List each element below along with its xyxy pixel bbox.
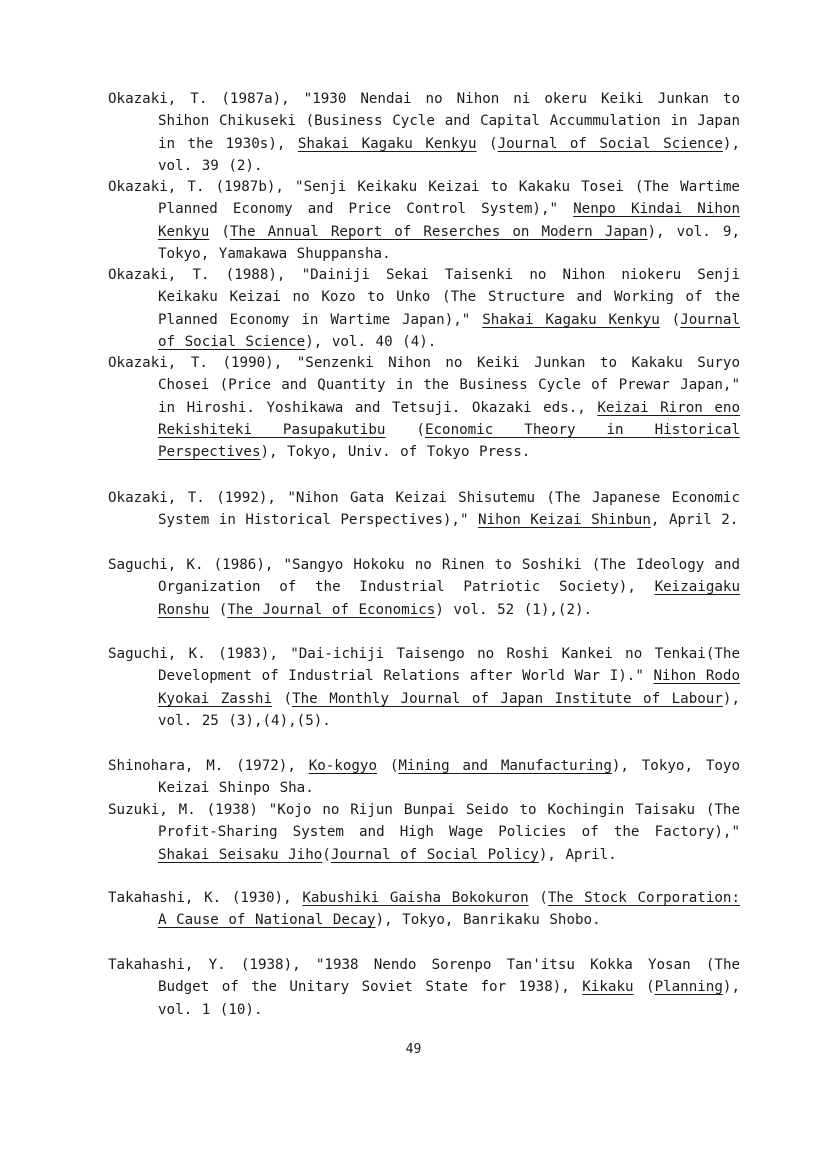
reference-text: ( bbox=[385, 421, 425, 438]
reference-text: "1930 Nendai no Nihon ni okeru Keiki Junkan to Shihon Chikuseki (Business Cycle and Capital Accummulation in Japan in the 1930s), bbox=[158, 91, 740, 152]
reference-year: (1992), bbox=[216, 490, 276, 506]
reference-text: "Dainiji Sekai Taisenki no Nihon niokeru Senji Keikaku Keizai no Kozo to Unko (The Structure and Working of the Planned Economy in Wartime Japan)," bbox=[158, 267, 740, 328]
reference-year: (1986), bbox=[213, 557, 274, 573]
reference-text: ( bbox=[659, 311, 681, 328]
reference-entry bbox=[108, 487, 740, 532]
reference-author: Saguchi, K. bbox=[108, 557, 204, 573]
reference-entry bbox=[108, 264, 740, 353]
reference-author: Okazaki, T. bbox=[108, 355, 208, 371]
reference-text: ( bbox=[528, 890, 548, 906]
reference-title-underlined: The Stock Corporation: A Cause of National Decay bbox=[158, 890, 740, 929]
reference-text: ), Tokyo, Toyo Keizai Shinpo Sha. bbox=[158, 758, 740, 797]
reference-entry bbox=[108, 554, 740, 621]
reference-text: ), vol. 39 (2). bbox=[158, 135, 740, 174]
reference-text: ( bbox=[322, 846, 331, 863]
reference-text: ( bbox=[209, 601, 228, 618]
reference-title-underlined: Nihon Rodo Kyokai Zasshi bbox=[158, 668, 740, 707]
reference-author: Suzuki, M. bbox=[108, 802, 196, 818]
reference-text: ) vol. 52 (1),(2). bbox=[435, 601, 593, 618]
reference-title-underlined: The Journal of Economics bbox=[227, 601, 436, 618]
reference-text: ), vol. 25 (3),(4),(5). bbox=[158, 690, 740, 729]
reference-text: ( bbox=[272, 690, 293, 707]
reference-text: "1938 Nendo Sorenpo Tan'itsu Kokka Yosan (The Budget of the Unitary Soviet State for 1938), bbox=[158, 957, 741, 996]
reference-text: "Dai-ichiji Taisengo no Roshi Kankei no Tenkai(The Development of Industrial Relations after World War I)." bbox=[158, 646, 740, 685]
reference-text: "Senji Keikaku Keizai to Kakaku Tosei (The Wartime Planned Economy and Price Control System)," bbox=[158, 179, 740, 218]
reference-title-underlined: Ko-kogyo bbox=[308, 758, 378, 774]
reference-title-underlined: The Annual Report of Reserches on Modern Japan bbox=[229, 223, 648, 240]
reference-text: "Sangyo Hokoku no Rinen to Soshiki (The Ideology and Organization of the Industrial Patriotic Society), bbox=[158, 557, 741, 596]
reference-author: Takahashi, K. bbox=[108, 890, 222, 906]
reference-year: (1990), bbox=[222, 355, 283, 371]
reference-author: Okazaki, T. bbox=[108, 267, 210, 283]
reference-year: (1983), bbox=[218, 646, 278, 662]
reference-entry bbox=[108, 643, 740, 732]
reference-author: Okazaki, T. bbox=[108, 179, 205, 195]
reference-author: Saguchi, K. bbox=[108, 646, 206, 662]
reference-text: "Nihon Gata Keizai Shisutemu (The Japanese Economic System in Historical Perspectives)," bbox=[158, 490, 741, 529]
reference-title-underlined: Shakai Seisaku Jiho bbox=[158, 846, 323, 863]
reference-text: ( bbox=[377, 758, 399, 774]
reference-author: Okazaki, T. bbox=[108, 91, 208, 107]
reference-title-underlined: Journal of Social Science bbox=[497, 135, 723, 152]
reference-title-underlined: Keizai Riron eno Rekishiteki Pasupakutibu bbox=[158, 399, 740, 438]
reference-text: ), vol. 9, Tokyo, Yamakawa Shuppansha. bbox=[158, 223, 740, 262]
reference-title-underlined: Nihon Keizai Shinbun bbox=[478, 512, 651, 529]
reference-text: ), Tokyo, Banrikaku Shobo. bbox=[375, 912, 601, 929]
reference-text: ( bbox=[209, 223, 230, 240]
reference-author: Takahashi, Y. bbox=[108, 957, 226, 973]
reference-text: ( bbox=[476, 135, 498, 152]
reference-entry bbox=[108, 799, 740, 866]
reference-title-underlined: The Monthly Journal of Japan Institute of Labour bbox=[292, 690, 723, 707]
reference-title-underlined: Economic Theory in Historical Perspectives bbox=[158, 421, 740, 461]
reference-year: (1930), bbox=[231, 890, 292, 906]
reference-year: (1987b), bbox=[215, 179, 284, 195]
reference-title-underlined: Kabushiki Gaisha Bokokuron bbox=[302, 890, 529, 906]
reference-year: (1988), bbox=[225, 267, 286, 283]
reference-title-underlined: Mining and Manufacturing bbox=[398, 758, 612, 774]
reference-year: (1938) bbox=[206, 802, 258, 818]
reference-text: ), April. bbox=[538, 846, 617, 863]
reference-title-underlined: Journal of Social Policy bbox=[330, 846, 539, 863]
reference-entry bbox=[108, 755, 740, 800]
reference-title-underlined: Keizaigaku Ronshu bbox=[158, 579, 740, 618]
reference-text: ), vol. 1 (10). bbox=[158, 979, 740, 1018]
reference-author: Okazaki, T. bbox=[108, 490, 205, 506]
reference-text: , April 2. bbox=[650, 512, 739, 529]
reference-year: (1972), bbox=[236, 758, 296, 774]
reference-text: "Kojo no Rijun Bunpai Seido to Kochingin Taisaku (The Profit-Sharing System and High Wage Policies of the Factory)," bbox=[158, 802, 741, 841]
reference-title-underlined: Nenpo Kindai Nihon Kenkyu bbox=[158, 201, 740, 240]
reference-entry bbox=[108, 88, 740, 177]
page-number: 49 bbox=[405, 1042, 422, 1057]
reference-title-underlined: Shakai Kagaku Kenkyu bbox=[297, 135, 477, 152]
reference-text: ), vol. 40 (4). bbox=[305, 333, 437, 350]
reference-entry bbox=[108, 887, 740, 932]
reference-entry bbox=[108, 954, 740, 1021]
reference-year: (1987a), bbox=[221, 91, 290, 107]
reference-text: "Senzenki Nihon no Keiki Junkan to Kakaku Suryo Chosei (Price and Quantity in the Business Cycle of Prewar Japan," in Hiroshi. Yoshikawa and Tetsuji. Okazaki eds., bbox=[158, 355, 740, 416]
reference-title-underlined: Shakai Kagaku Kenkyu bbox=[482, 311, 660, 328]
reference-text: ), Tokyo, Univ. of Tokyo Press. bbox=[260, 444, 531, 461]
reference-entry bbox=[108, 176, 740, 265]
reference-entry bbox=[108, 352, 740, 463]
reference-title-underlined: Journal of Social Science bbox=[158, 311, 740, 350]
reference-author: Shinohara, M. bbox=[108, 758, 224, 774]
reference-title-underlined: Kikaku bbox=[582, 979, 634, 996]
reference-title-underlined: Planning bbox=[654, 979, 723, 996]
reference-year: (1938), bbox=[240, 957, 301, 973]
reference-text: ( bbox=[633, 979, 655, 996]
